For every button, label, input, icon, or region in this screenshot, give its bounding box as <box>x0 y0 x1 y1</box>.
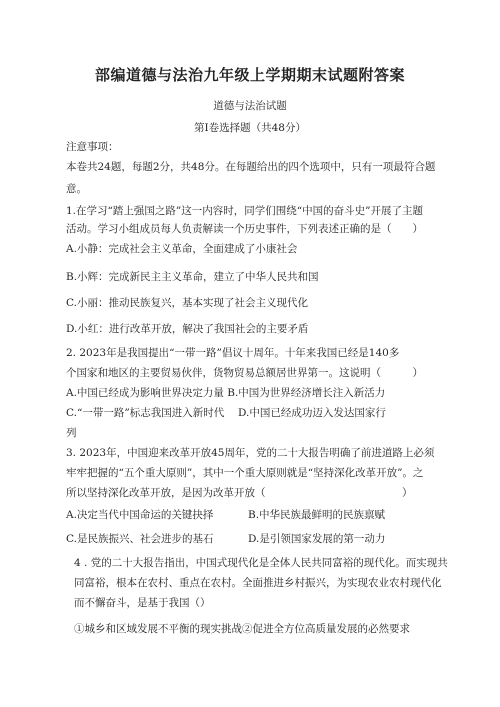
q2-option-d-continued: 列 <box>66 427 77 439</box>
q3-option-b: B.中华民族最鲜明的民族禀赋 <box>248 509 386 521</box>
q4-stem-line-1: 4 . 党的二十大报告指出，中国式现代化是全体人民共同富裕的现代化。而实现共 <box>74 557 448 569</box>
q1-option-d: D.小红：进行改革开放，解决了我国社会的主要矛盾 <box>66 323 309 335</box>
q1-stem-line-2: 活动。学习小组成员每人负责解读一个历史事件，下列表述正确的是（ ） <box>66 223 423 235</box>
q4-stem-line-2: 同富裕，根本在农村、重点在农村。全面推进乡村振兴，为实现农业农村现代化 <box>74 577 442 589</box>
q1-option-b: B.小辉：完成新民主主义革命，建立了中华人民共和国 <box>66 271 319 283</box>
q3-stem-line-3: 所以坚持深化改革开放，是因为改革开放（ ） <box>66 487 413 499</box>
q3-stem-line-1: 3. 2023年，中国迎来改革开放45周年，党的二十大报告明确了前进道路上必须 <box>66 447 435 459</box>
q2-option-c: C.“一带一路”标志我国进入新时代 <box>66 407 225 419</box>
section-title: 第Ⅰ卷选择题（共48分） <box>193 122 306 134</box>
q1-option-c: C.小丽：推动民族复兴，基本实现了社会主义现代化 <box>66 297 308 309</box>
q3-option-d: D.是引领国家发展的第一动力 <box>248 533 386 545</box>
document-title: 部编道德与法治九年级上学期期末试题附答案 <box>94 66 405 84</box>
notes-heading: 注意事项： <box>66 141 119 153</box>
q3-option-c: C.是民族振兴、社会进步的基石 <box>66 533 214 545</box>
q1-option-a: A.小静：完成社会主义革命，全面建成了小康社会 <box>66 243 298 255</box>
q1-stem-line-1: 1.在学习“踏上强国之路”这一内容时，同学们围绕“中国的奋斗史”开展了主题 <box>66 205 423 217</box>
q2-stem-line-1: 2. 2023年是我国提出“一带一路”倡议十周年。十年来我国已经是140多 <box>66 347 400 359</box>
q4-stem-line-3: 而不懈奋斗，是基于我国（） <box>74 597 211 609</box>
q3-stem-line-2: 牢牢把握的“五个重大原则”，其中一个重大原则就是“坚持深化改革开放”。之 <box>66 467 424 479</box>
q3-option-a: A.决定当代中国命运的关键抉择 <box>66 509 214 521</box>
q2-stem-line-2: 个国家和地区的主要贸易伙伴，货物贸易总额居世界第一。这说明（ ） <box>66 367 423 379</box>
q2-option-ab: A.中国已经成为影响世界决定力量 B.中国为世界经济增长注入新活力 <box>66 387 386 399</box>
subject-title: 道德与法治试题 <box>213 100 287 112</box>
notes-line-2: 意。 <box>66 183 87 195</box>
q2-option-d: D.中国已经成功迈入发达国家行 <box>238 407 386 419</box>
notes-line-1: 本卷共24题，每题2分，共48分。在每题给出的四个选项中，只有一项最符合题 <box>66 161 436 173</box>
q4-option-1-2: ①城乡和区域发展不平衡的现实挑战②促进全方位高质量发展的必然要求 <box>74 623 410 635</box>
